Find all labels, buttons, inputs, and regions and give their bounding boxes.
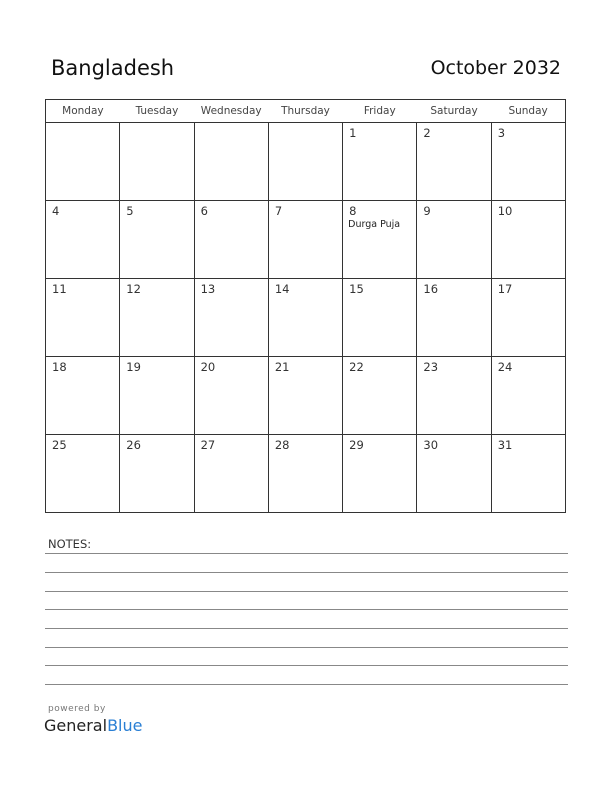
day-cell <box>417 123 491 201</box>
day-number: 29 <box>349 438 364 452</box>
note-line <box>45 553 568 554</box>
day-cell <box>194 123 268 201</box>
day-cell <box>120 435 194 513</box>
weekday-header: Saturday <box>417 100 491 123</box>
day-cell <box>268 123 342 201</box>
day-number: 2 <box>423 126 431 140</box>
weekday-header-row <box>46 100 566 123</box>
day-cell <box>268 357 342 435</box>
day-cell <box>268 435 342 513</box>
holiday-label: Durga Puja <box>348 219 401 230</box>
day-number: 1 <box>349 126 357 140</box>
week-row <box>46 279 566 357</box>
day-cell <box>120 201 194 279</box>
day-cell <box>491 123 565 201</box>
weekday-header: Thursday <box>268 100 342 123</box>
day-number: 19 <box>126 360 141 374</box>
day-cell <box>120 279 194 357</box>
day-number <box>269 123 342 126</box>
day-number: 6 <box>200 204 208 218</box>
day-number: 26 <box>126 438 141 452</box>
day-number: 21 <box>274 360 290 374</box>
day-cell <box>46 357 120 435</box>
day-number: 20 <box>200 360 216 374</box>
day-cell <box>417 357 491 435</box>
weekday-header: Monday <box>46 100 120 123</box>
day-number: 15 <box>349 282 364 296</box>
day-cell <box>491 435 565 513</box>
day-number: 12 <box>126 282 141 296</box>
day-number: 7 <box>274 204 283 218</box>
weekday-header: Wednesday <box>194 100 268 123</box>
day-cell <box>491 357 565 435</box>
day-number: 4 <box>52 204 60 218</box>
day-cell <box>417 201 491 279</box>
day-number: 9 <box>423 204 431 218</box>
day-cell <box>120 357 194 435</box>
day-number: 28 <box>274 438 290 452</box>
calendar-grid <box>45 99 566 513</box>
day-number: 16 <box>423 282 439 296</box>
day-number: 31 <box>497 438 513 452</box>
day-number: 10 <box>497 204 513 218</box>
day-cell <box>343 435 417 513</box>
day-cell <box>491 279 565 357</box>
week-row <box>46 201 566 279</box>
day-number: 11 <box>52 282 67 296</box>
note-line <box>45 665 568 666</box>
day-number: 3 <box>497 126 506 140</box>
day-cell <box>268 279 342 357</box>
note-line <box>45 684 568 685</box>
day-cell <box>343 279 417 357</box>
weekday-header: Friday <box>343 100 417 123</box>
generalblue-logo <box>44 716 142 735</box>
day-number <box>46 123 119 126</box>
day-number: 23 <box>423 360 439 374</box>
day-number: 30 <box>423 438 439 452</box>
calendar-month-title: October 2032 <box>430 57 561 79</box>
powered-by-text: powered by <box>48 704 106 714</box>
note-line <box>45 572 568 573</box>
day-cell <box>194 279 268 357</box>
day-number: 24 <box>497 360 513 374</box>
week-row <box>46 435 566 513</box>
day-cell <box>194 435 268 513</box>
weekday-header: Tuesday <box>120 100 194 123</box>
day-number: 5 <box>126 204 134 218</box>
brand-general: General <box>44 716 108 735</box>
day-number <box>120 123 193 126</box>
calendar-body <box>46 123 566 513</box>
day-cell <box>343 123 417 201</box>
day-number: 25 <box>52 438 67 452</box>
note-line <box>45 628 568 629</box>
day-cell <box>194 357 268 435</box>
day-number: 8 <box>349 204 357 218</box>
note-line <box>45 609 568 610</box>
brand-blue: Blue <box>107 716 143 735</box>
day-number: 14 <box>274 282 290 296</box>
day-number: 13 <box>200 282 216 296</box>
notes-label: NOTES: <box>48 537 92 551</box>
day-cell <box>46 201 120 279</box>
calendar-country-title: Bangladesh <box>51 56 175 80</box>
day-cell <box>343 201 417 279</box>
day-cell <box>417 435 491 513</box>
day-number <box>195 123 268 126</box>
day-number: 22 <box>349 360 364 374</box>
week-row <box>46 123 566 201</box>
day-cell <box>46 123 120 201</box>
day-number: 17 <box>497 282 513 296</box>
note-line <box>45 591 568 592</box>
day-cell <box>268 201 342 279</box>
day-cell <box>491 201 565 279</box>
weekday-header: Sunday <box>491 100 565 123</box>
day-number: 27 <box>200 438 216 452</box>
day-cell <box>46 435 120 513</box>
day-cell <box>343 357 417 435</box>
week-row <box>46 357 566 435</box>
day-cell <box>120 123 194 201</box>
day-cell <box>417 279 491 357</box>
day-cell <box>46 279 120 357</box>
day-cell <box>194 201 268 279</box>
note-line <box>45 647 568 648</box>
day-number: 18 <box>52 360 67 374</box>
